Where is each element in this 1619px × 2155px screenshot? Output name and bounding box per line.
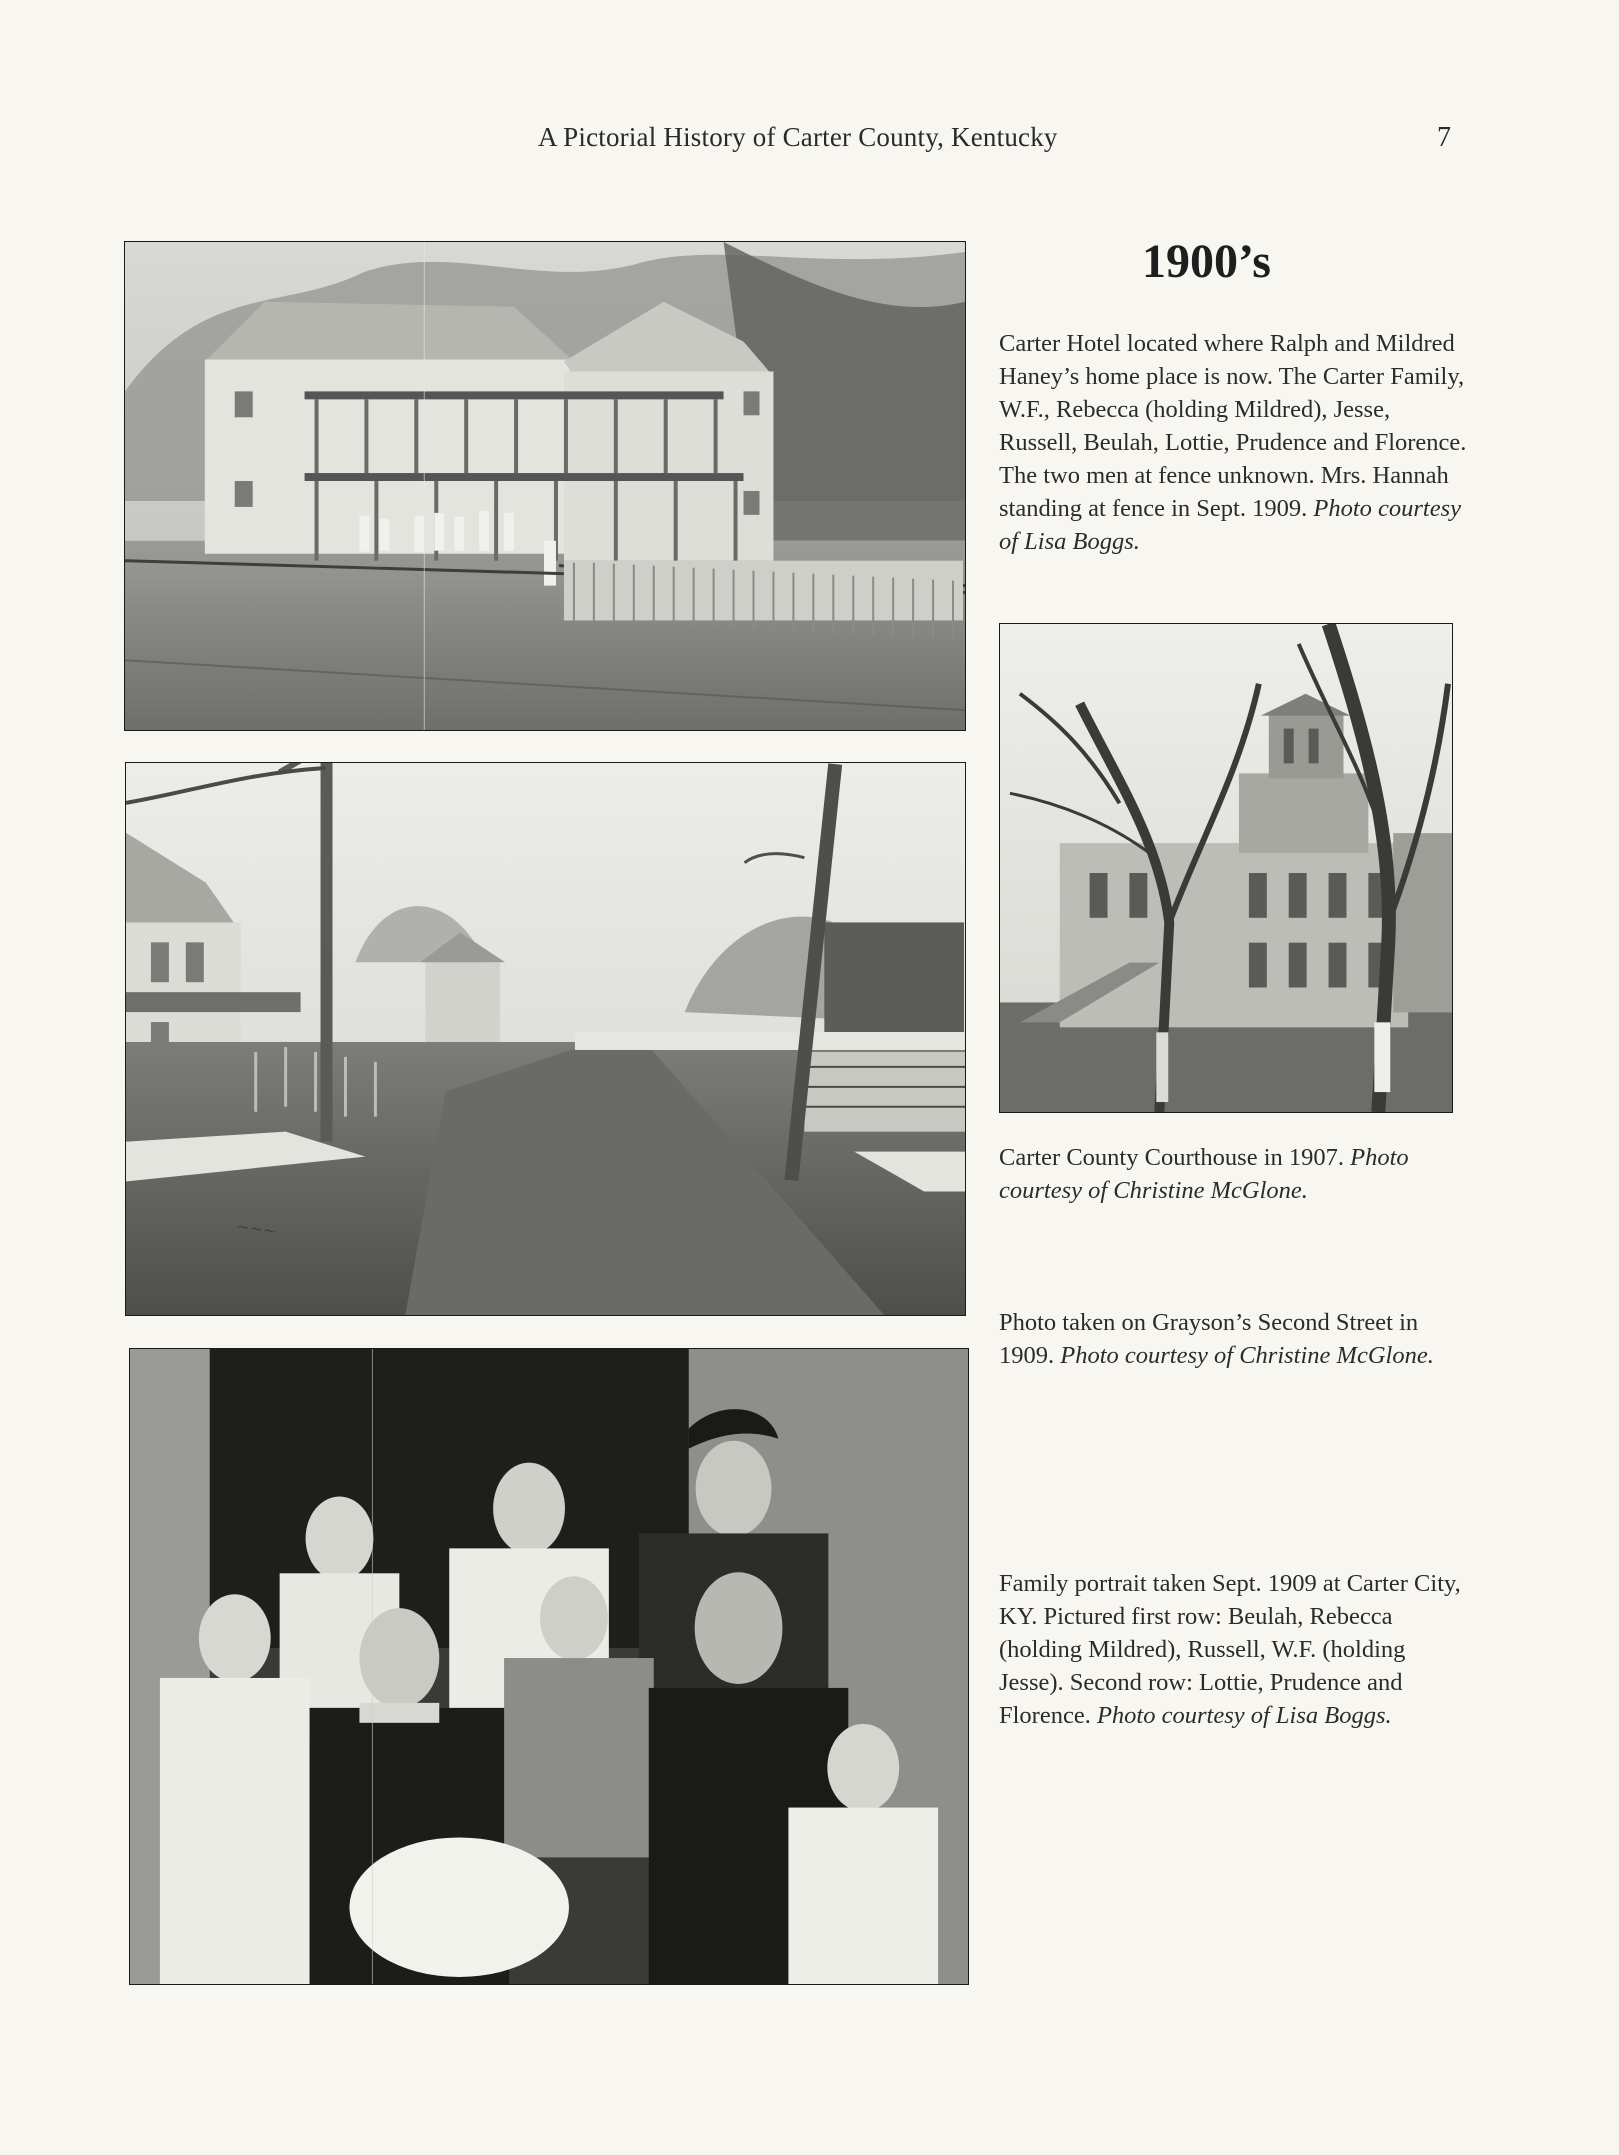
section-heading: 1900’s [1142,235,1271,288]
photo-credit: Photo courtesy of Lisa Boggs. [999,495,1462,555]
family-portrait-photo [129,1348,969,1985]
book-title: A Pictorial History of Carter County, Kentucky [538,122,1058,152]
photo-credit: Photo courtesy of Christine McGlone. [1060,1342,1434,1369]
caption-text: Photo taken on Grayson’s Second Street in 1909. [999,1309,1419,1369]
running-header [0,122,1619,162]
courthouse-photo-icon [1000,624,1452,1112]
courthouse-photo [999,623,1453,1113]
hotel-photo-icon [125,242,965,730]
street-photo-icon [126,763,965,1315]
second-street-photo [125,762,966,1316]
photo-credit: Photo courtesy of Lisa Boggs. [1096,1702,1392,1729]
family-portrait-photo-icon [130,1349,968,1984]
photo-credit: Photo courtesy of Christine McGlone. [999,1144,1409,1204]
page-number: 7 [1437,122,1451,153]
caption-carter-hotel [999,327,1469,558]
caption-text: Carter County Courthouse in 1907. [999,1144,1351,1171]
carter-hotel-photo [124,241,966,731]
caption-family-portrait [999,1567,1469,1732]
caption-second-street [999,1306,1469,1372]
caption-text: Carter Hotel located where Ralph and Mildred Haney’s home place is now. The Carter Family, W.F., Rebecca (holding Mildred), Jesse, Russell, Beulah, Lottie, Prudence and Florence. The two men at fence unknown. Mrs. Hannah standing at fence in Sept. 1909. [999,330,1467,522]
svg-text:~~~: ~~~ [235,1216,278,1241]
caption-text: Family portrait taken Sept. 1909 at Carter City, KY. Pictured first row: Beulah, Rebecca (holding Mildred), Russell, W.F. (holding Jesse). Second row: Lottie, Prudence and Florence. [999,1570,1461,1729]
caption-courthouse [999,1141,1469,1207]
